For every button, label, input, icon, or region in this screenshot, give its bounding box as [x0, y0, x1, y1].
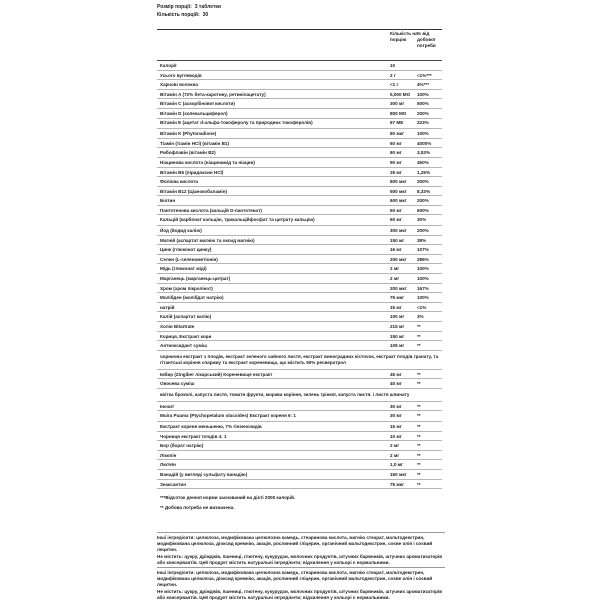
- nutrient-row: [157, 432, 442, 442]
- nutrient-name: Цинк (глюконат цинку): [160, 247, 212, 253]
- nutrient-daily-value: **: [417, 333, 421, 339]
- nutrient-name: Чорниця екстракт плодів 4: 1: [160, 433, 227, 439]
- nutrient-amount: 60 мг: [390, 217, 402, 223]
- nutrient-row: [157, 226, 442, 236]
- nutrient-row: [157, 312, 442, 322]
- nutrient-daily-value: **: [417, 403, 421, 409]
- nutrient-name: чорнична екстракт з плодів, екстракт зеленого чайного листя, екстракт виноградних кісточок, екстракт плодів гранату, та гітантські коріння спаржиу та екстракт кореневища, що містить 50% ресвератрол: [160, 353, 439, 365]
- nutrient-amount: 10 мг: [390, 433, 402, 439]
- footnote-dv: ***Відсоток денної норми заснований на дієті 2000 калорій.: [160, 495, 296, 501]
- amount-column-header: Кількість на порцію: [390, 31, 418, 42]
- nutrient-row: [157, 177, 442, 187]
- nutrient-daily-value: 30%: [417, 217, 427, 223]
- nutrient-name: Марганець (марганець-цитрат): [160, 276, 231, 281]
- footnotes: [157, 489, 442, 513]
- nutrient-name: Калій (аспартат калію): [160, 314, 212, 320]
- nutrient-daily-value: 500%: [417, 101, 429, 107]
- footnote-not-established: ** Добова потреба не визначена.: [160, 505, 235, 511]
- nutrient-row: [157, 139, 442, 149]
- servings-value: 30: [202, 11, 209, 18]
- nutrient-amount: 2 мг: [390, 443, 400, 449]
- nutrient-name: Екстракт кореня женьшеню, 7% гінзенозидів: [160, 424, 262, 429]
- nutrient-daily-value: 107%: [417, 247, 429, 253]
- nutrient-amount: 60 мг: [390, 207, 402, 213]
- nutrient-amount: 60 мг: [390, 150, 402, 156]
- nutrient-amount: 30 мг: [390, 403, 402, 409]
- nutrient-amount: 25 мг: [390, 169, 402, 175]
- free-from-text-repeat: Не містить: цукру, дріжджів, пшениці, глютену, кукурудзи, молочних продуктів, штучних барвників, штучних ароматизаторів або консервантів. Цей продукт містить натуральні інгредієнти; відхилення у кольорі є нормальними.: [157, 588, 443, 600]
- nutrient-amount: 40 мг: [390, 381, 402, 387]
- nutrient-daily-value: 3,53%: [417, 150, 431, 156]
- nutrient-name: Вітамін A (72% бета-каротину, ретинілацетату): [160, 91, 266, 97]
- nutrient-name: Лютеїн: [160, 462, 176, 468]
- nutrient-daily-value: 1,25%: [417, 169, 431, 175]
- nutrient-amount: 100 мг: [390, 314, 405, 320]
- nutrient-daily-value: 167%: [417, 285, 429, 291]
- nutrient-amount: 300 мг: [390, 101, 405, 107]
- nutrient-row: [157, 284, 442, 294]
- nutrient-row: [157, 168, 442, 178]
- nutrient-name: Лікопін: [160, 452, 177, 458]
- nutrient-daily-value: **: [417, 381, 421, 387]
- nutrient-amount: 16 мг: [390, 247, 402, 253]
- nutrient-name: Бор (борат натрію): [160, 443, 204, 449]
- nutrient-amount: 75 мкг: [390, 295, 404, 301]
- ingredients-block: [157, 532, 445, 566]
- nutrient-daily-value: 286%: [417, 256, 429, 262]
- serving-size-label: Розмір порції:: [157, 3, 192, 10]
- nutrient-name: Вітамін C (аскорбінової кислоти): [160, 101, 235, 107]
- free-from-text: Не містить: цукру, дріжджів, пшениці, глютену, кукурудзи, молочних продуктів, штучних барвників, штучних ароматизаторів або консервантів. Цей продукт містить натуральні інгредієнти; відхилення у кольорі є нормальними.: [157, 553, 443, 565]
- nutrient-daily-value: <1%: [417, 304, 427, 310]
- other-ingredients-text-repeat: Інші інгредієнти: целюлоза, модифікована целюлозна камедь, стеаринова кислота, магнію стеарат, мальтодекстрин, модифікована целюлоза, діоксид кремнію, акація, рослинний гліцерин, органічний мальтодекстрин, соєве олія і соєвий лецитин.: [157, 570, 433, 588]
- nutrient-daily-value: 100%: [417, 295, 429, 301]
- nutrient-amount: 15 мг: [390, 424, 402, 429]
- nutrient-amount: 60 мг: [390, 140, 402, 146]
- nutrient-amount: 600 мкг: [390, 198, 407, 204]
- nutrient-amount: 500 мкг: [390, 188, 407, 194]
- nutrient-row: [157, 451, 442, 461]
- nutrient-row: [157, 90, 442, 100]
- nutrient-row: [157, 303, 442, 313]
- nutrient-daily-value: 200%: [417, 228, 429, 234]
- nutrient-daily-value: **: [417, 413, 421, 419]
- nutrient-name: Вітамін E (ацетат d-альфа-токоферолу та природних токоферолів): [160, 120, 313, 126]
- nutrient-name: Хром (хром пікролінат): [160, 285, 213, 291]
- nutrient-name: Йод (йодид калію): [160, 228, 202, 234]
- nutrient-daily-value: **: [417, 471, 421, 477]
- nutrient-row: [157, 341, 442, 351]
- nutrient-name: Muira Puama (Ptychopetalum olacoides) Екстракт кореня 6: 1: [160, 413, 296, 419]
- nutrient-row: [157, 441, 442, 451]
- nutrient-daily-value: **: [417, 481, 421, 487]
- nutrient-name: квітка броколі, капуста листя, томатн фрукти, морква коріння, зелень грінкої, капуста листя. і листя шпинату: [160, 391, 410, 397]
- nutrient-row: [157, 351, 442, 370]
- nutrient-name: Рибофлавін (вітамін B2): [160, 150, 216, 156]
- nutrient-name: Холін Bitartrate: [160, 323, 195, 329]
- nutrient-name: Овочева суміш: [160, 381, 195, 387]
- nutrient-amount: <1 г: [390, 82, 399, 88]
- nutrient-name: Кальцій (карбонат кальцію, трикальційфосфат та цитрату кальцію): [160, 217, 315, 223]
- servings-per-container: [157, 11, 442, 19]
- nutrient-row: [157, 61, 442, 71]
- nutrient-amount: 2 г: [390, 72, 396, 78]
- nutrient-daily-value: **: [417, 343, 421, 349]
- nutrient-name: натрій: [160, 304, 175, 310]
- nutrient-daily-value: 200%: [417, 198, 429, 204]
- nutrient-amount: 67 МЕ: [390, 120, 404, 126]
- nutrient-amount: 5,000 МО: [390, 91, 411, 97]
- nutrient-amount: 80 мкг: [390, 131, 404, 137]
- nutrient-amount: 45 мг: [390, 371, 402, 377]
- nutrient-daily-value: **: [417, 424, 421, 429]
- nutrient-name: Харчові волокна: [160, 82, 198, 88]
- nutrient-daily-value: 100%: [417, 266, 429, 272]
- nutrient-name: Вітамін D (холекальциферол): [160, 110, 228, 116]
- column-header: [157, 30, 442, 61]
- nutrient-row: [157, 480, 442, 490]
- nutrient-amount: 2 мг: [390, 276, 400, 281]
- nutrient-amount: 800 МО: [390, 110, 407, 116]
- nutrient-row: [157, 293, 442, 303]
- nutrient-amount: 15 мг: [390, 304, 402, 310]
- nutrient-amount: 30 мг: [390, 413, 402, 419]
- nutrient-row: [157, 460, 442, 470]
- nutrient-name: Кориця, Екстракт кори: [160, 333, 212, 339]
- nutrient-row: [157, 274, 442, 284]
- nutrient-amount: 10: [390, 63, 396, 68]
- nutrient-name: Ніацинова кислота (ніацинамід та ніацин): [160, 159, 255, 165]
- nutrient-amount: 150 мг: [390, 237, 405, 243]
- nutrient-amount: 75 мкг: [390, 481, 404, 487]
- nutrient-name: Калорії: [160, 63, 177, 68]
- nutrient-row: [157, 332, 442, 342]
- nutrient-daily-value: 200%: [417, 110, 429, 116]
- nutrient-row: [157, 129, 442, 139]
- nutrient-daily-value: 100%: [417, 91, 429, 97]
- nutrient-amount: 150 мкг: [390, 471, 407, 477]
- nutrient-amount: 200 мкг: [390, 256, 407, 262]
- nutrient-daily-value: 38%: [417, 237, 427, 243]
- nutrient-daily-value: **: [417, 433, 421, 439]
- nutrient-row: [157, 206, 442, 216]
- nutrient-daily-value: 600%: [417, 207, 429, 213]
- nutrient-row: [157, 470, 442, 480]
- nutrient-daily-value: 100%: [417, 131, 429, 137]
- nutrient-name: Магній (аспартат магнію та оксид магнію): [160, 237, 255, 243]
- nutrient-name: Пантотенова кислота (кальцій D-пантотенат): [160, 207, 262, 213]
- nutrient-daily-value: 4%***: [417, 82, 430, 88]
- nutrient-row: [157, 80, 442, 90]
- nutrient-row: [157, 411, 442, 422]
- nutrient-name: Антиоксидант суміш: [160, 343, 207, 349]
- nutrient-table: [157, 61, 442, 489]
- nutrient-name: Інозит: [160, 403, 175, 409]
- nutrient-row: [157, 402, 442, 412]
- nutrient-name: Ванадій (у вигляді сульфату ванадію): [160, 471, 248, 477]
- nutrient-name: Тіамін (тіамін HCl) (вітамін B1): [160, 140, 229, 146]
- other-ingredients-text: Інші інгредієнти: целюлоза, модифікована целюлозна камедь, стеаринова кислота, магнію стеарат, мальтодекстрин, модифікована целюлоза, діоксид кремнію, акація, рослинний гліцерин, органічний мальтодекстрин, соєве олія і соєвий лецитин.: [157, 535, 433, 553]
- nutrient-row: [157, 322, 442, 332]
- nutrient-amount: 90 мг: [390, 159, 402, 165]
- nutrient-row: [157, 370, 442, 380]
- nutrient-row: [157, 422, 442, 432]
- nutrient-daily-value: **: [417, 462, 421, 468]
- nutrient-name: Вітамін B6 (піридоксин HCl): [160, 169, 224, 175]
- nutrient-daily-value: 223%: [417, 120, 429, 126]
- nutrient-row: [157, 245, 442, 255]
- nutrient-row: [157, 158, 442, 168]
- nutrient-daily-value: 100%: [417, 276, 429, 281]
- nutrient-daily-value: 8,33%: [417, 188, 431, 194]
- servings-label: Кількість порцій:: [157, 11, 200, 18]
- nutrient-daily-value: **: [417, 323, 421, 329]
- nutrient-name: Біотин: [160, 198, 176, 204]
- nutrient-amount: 300 мкг: [390, 228, 407, 234]
- nutrient-row: [157, 187, 442, 197]
- nutrient-amount: 800 мкг: [390, 179, 407, 185]
- nutrient-name: Мідь (глюконат міді): [160, 266, 207, 272]
- nutrient-row: [157, 255, 442, 265]
- nutrient-row: [157, 236, 442, 246]
- nutrient-row: [157, 119, 442, 130]
- nutrient-name: Вітамін K (Phytonadione): [160, 131, 217, 137]
- nutrient-amount: 2 мг: [390, 452, 400, 458]
- dv-column-header: % від добової потреби: [417, 31, 436, 48]
- nutrient-row: [157, 196, 442, 206]
- nutrient-name: Зеаксантин: [160, 481, 187, 487]
- nutrient-name: Фолієва кислота: [160, 179, 198, 185]
- supplement-facts-label: [157, 0, 442, 513]
- nutrient-amount: 109 мг: [390, 343, 405, 349]
- nutrient-row: [157, 264, 442, 274]
- nutrient-name: Усього вуглеводів: [160, 72, 202, 78]
- nutrient-row: [157, 99, 442, 109]
- nutrient-name: Селен (L-селенометіонін): [160, 256, 218, 262]
- nutrient-daily-value: 4000%: [417, 140, 432, 146]
- nutrient-daily-value: **: [417, 452, 421, 458]
- nutrient-name: Молібден (молібдат натрію): [160, 295, 224, 301]
- nutrient-daily-value: 450%: [417, 159, 429, 165]
- ingredients-block-repeat: [157, 567, 445, 600]
- nutrient-daily-value: 3%: [417, 314, 424, 320]
- nutrient-row: [157, 109, 442, 119]
- nutrient-amount: 200 мкг: [390, 285, 407, 291]
- nutrient-row: [157, 71, 442, 81]
- nutrient-amount: 1,0 мг: [390, 462, 403, 468]
- serving-size: [157, 3, 442, 11]
- nutrient-row: [157, 215, 442, 226]
- nutrient-amount: 215 мг: [390, 323, 405, 329]
- nutrient-daily-value: **: [417, 371, 421, 377]
- nutrient-daily-value: <1%***: [417, 72, 432, 78]
- nutrient-daily-value: 200%: [417, 179, 429, 185]
- nutrient-row: [157, 379, 442, 389]
- nutrient-amount: 150 мг: [390, 333, 405, 339]
- nutrient-amount: 2 мг: [390, 266, 400, 272]
- nutrient-daily-value: **: [417, 443, 421, 449]
- serving-size-value: 3 таблетки: [194, 3, 221, 10]
- nutrient-name: Імбир (Zingiber лікарський) Кореневище екстракт: [160, 371, 273, 377]
- nutrient-row: [157, 389, 442, 402]
- nutrient-row: [157, 148, 442, 158]
- nutrient-name: Вітамін B12 (Ціанокобаламін): [160, 188, 228, 194]
